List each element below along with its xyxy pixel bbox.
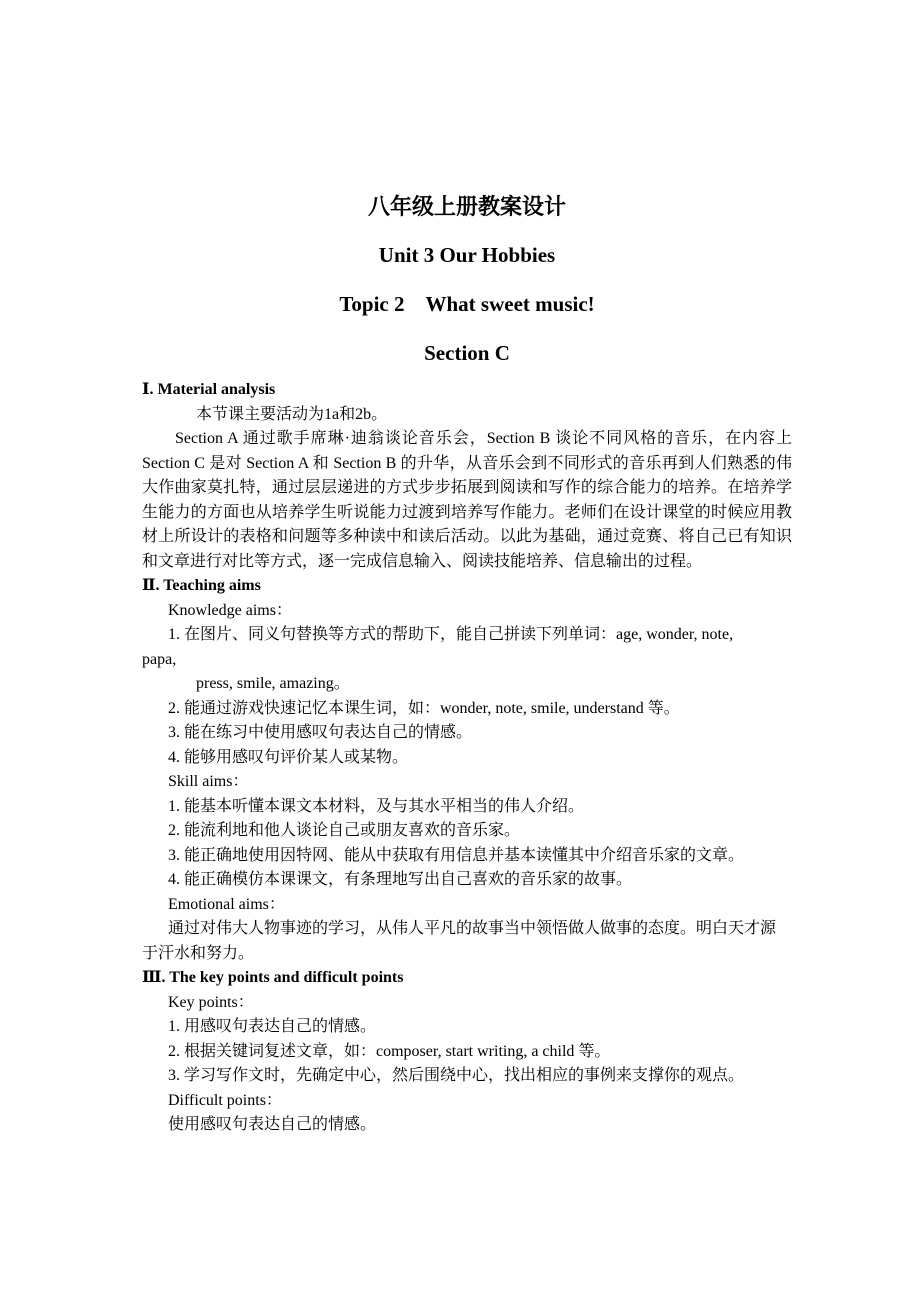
material-analysis-para2: Section A 通过歌手席琳·迪翁谈论音乐会，Section B 谈论不同风格的音乐，在内容上 Section C 是对 Section A 和 Section B 的升华，从音乐会到不同形式的音乐再到人们熟悉的伟大作曲家莫扎特，通过层层递进的方式步步拓展到阅读和写作的综合能力的培养。在培养学生能力的方面也从培养学生听说能力过渡到培养写作能力。老师们在设计课堂的时候应用教材上所设计的表格和问题等多种读中和读后活动。以此为基础，通过竞赛、将自己已有知识和文章进行对比等方式，逐一完成信息输入、阅读技能培养、信息输出的过程。	[142, 430, 796, 570]
knowledge-aims-item-4: 4. 能够用感叹句评价某人或某物。	[168, 748, 409, 766]
unit-title: Unit 3 Our Hobbies	[378, 243, 556, 267]
topic-title: Topic 2 What sweet music!	[339, 292, 595, 316]
section-material-analysis	[142, 378, 796, 574]
key-points-item-3: 3. 学习写作文时，先确定中心，然后围绕中心，找出相应的事例来支撑你的观点。	[168, 1067, 745, 1084]
document-title: 八年级上册教案设计	[367, 194, 566, 219]
key-points-heading: Ⅲ. The key points and difficult points	[142, 969, 404, 986]
emotional-aims-text-line-1: 通过对伟大人物事迹的学习，从伟人平凡的故事当中领悟做人做事的态度。明白天才源	[168, 920, 777, 937]
section-teaching-aims	[142, 574, 792, 966]
difficult-points-text: 使用感叹句表达自己的情感。	[168, 1116, 377, 1133]
title-block	[142, 182, 792, 378]
skill-aims-item-4: 4. 能正确模仿本课课文，有条理地写出自己喜欢的音乐家的故事。	[168, 871, 633, 888]
knowledge-aims-item-1-line-2: papa,	[142, 650, 177, 668]
knowledge-aims-item-1-line-1: 1. 在图片、同义句替换等方式的帮助下，能自己拼读下列单词：age, wonder, note,	[168, 626, 734, 643]
skill-aims-item-2: 2. 能流利地和他人谈论自己或朋友喜欢的音乐家。	[168, 822, 521, 839]
skill-aims-label: Skill aims：	[168, 773, 249, 790]
key-points-item-1: 1. 用感叹句表达自己的情感。	[168, 1018, 377, 1035]
difficult-points-label: Difficult points：	[168, 1091, 282, 1109]
knowledge-aims-item-1-line-3: press, smile, amazing。	[196, 675, 350, 692]
knowledge-aims-item-2: 2. 能通过游戏快速记忆本课生词，如：wonder, note, smile, understand 等。	[168, 699, 680, 717]
emotional-aims-text-line-2: 于汗水和努力。	[142, 944, 255, 962]
key-points-item-2: 2. 根据关键词复述文章，如：composer, start writing, a child 等。	[168, 1042, 611, 1060]
skill-aims-item-3: 3. 能正确地使用因特网、能从中获取有用信息并基本读懂其中介绍音乐家的文章。	[168, 846, 745, 864]
knowledge-aims-label: Knowledge aims：	[168, 601, 292, 619]
section-title: Section C	[424, 341, 510, 365]
material-analysis-para1: 本节课主要活动为1a和2b。	[196, 405, 388, 423]
knowledge-aims-item-3: 3. 能在练习中使用感叹句表达自己的情感。	[168, 724, 473, 741]
skill-aims-item-1: 1. 能基本听懂本课文本材料，及与其水平相当的伟人介绍。	[168, 797, 585, 815]
material-analysis-heading: Ⅰ. Material analysis	[142, 381, 276, 398]
key-points-label: Key points：	[168, 993, 254, 1011]
emotional-aims-label: Emotional aims：	[168, 895, 285, 913]
teaching-aims-heading: Ⅱ. Teaching aims	[142, 577, 261, 594]
section-key-points	[142, 966, 792, 1138]
